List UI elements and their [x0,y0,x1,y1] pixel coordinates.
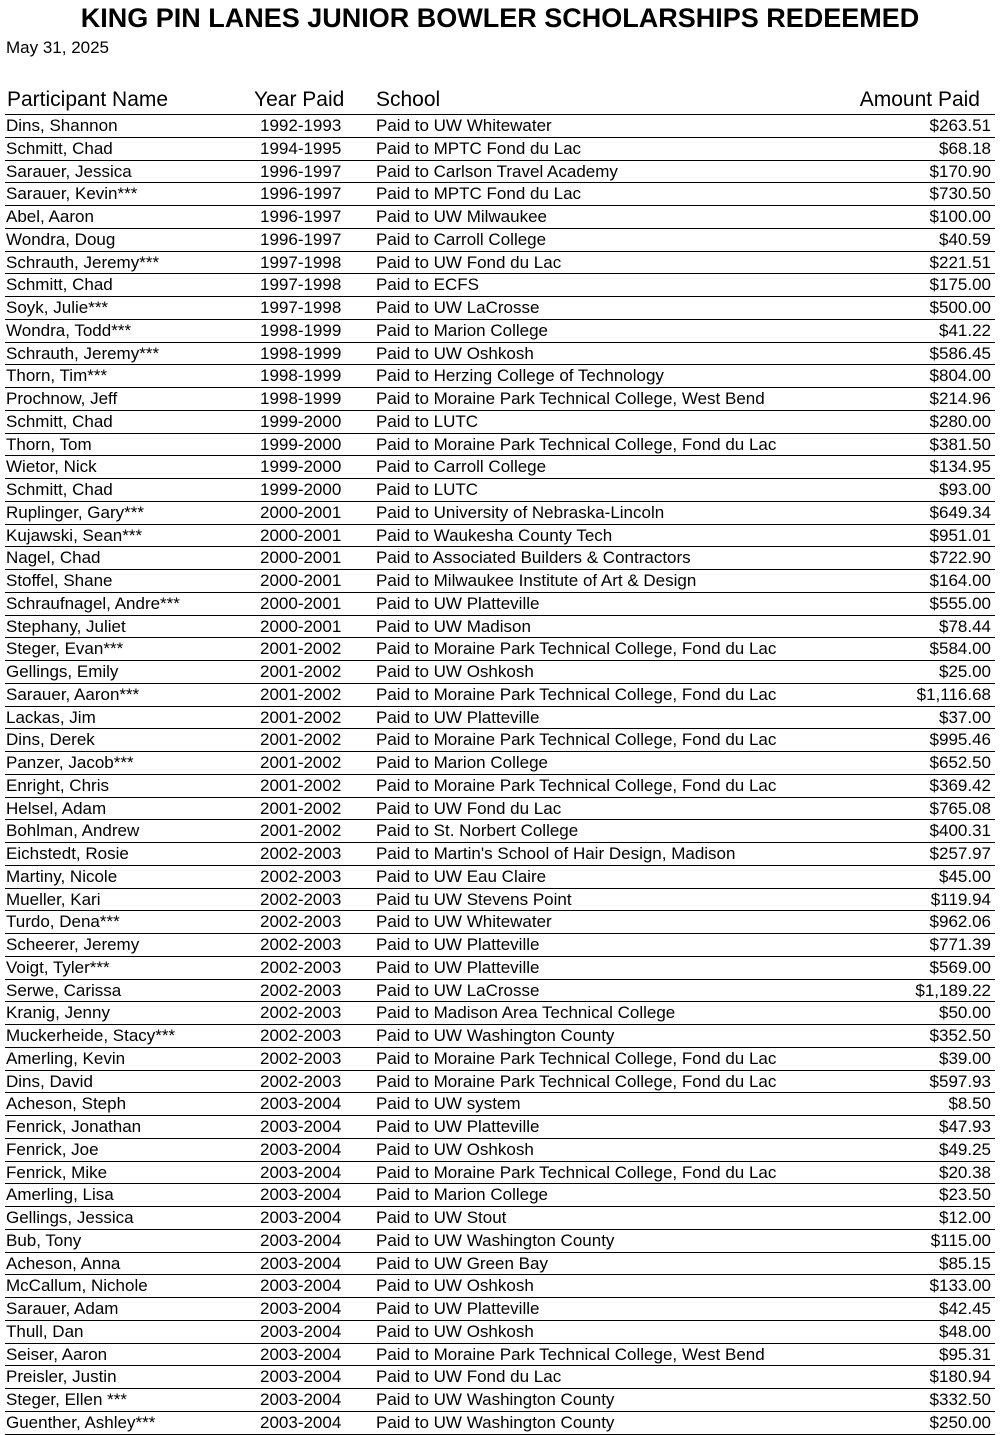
participant-name-cell: Stoffel, Shane [6,571,113,590]
amount-paid-cell: $115.00 [930,1230,991,1250]
year-paid-cell: 1997-1998 [260,252,342,272]
amount-paid-cell: $164.00 [929,571,991,590]
amount-paid-cell: $500.00 [929,298,991,317]
year-paid-cell: 2003-2004 [260,1162,342,1182]
participant-name-cell: Abel, Aaron [6,207,94,226]
table-row [5,775,995,798]
year-paid-cell: 2003-2004 [260,1367,342,1387]
table-row [5,115,995,138]
school-cell: Paid tu UW Stevens Point [376,889,572,909]
page-title: KING PIN LANES JUNIOR BOWLER SCHOLARSHIPS REDEEMED [80,3,920,33]
school-cell: Paid to UW LaCrosse [376,298,540,317]
participant-name-cell: Thorn, Tom [6,434,92,454]
report-date: May 31, 2025 [6,38,110,57]
participant-name-cell: Nagel, Chad [6,548,101,568]
table-row [5,1162,995,1185]
amount-paid-cell: $257.97 [929,844,991,863]
participant-name-cell: Bohlman, Andrew [6,821,140,841]
amount-paid-cell: $40.59 [939,229,991,249]
amount-paid-cell: $41.22 [939,320,991,340]
participant-name-cell: Schmitt, Chad [6,275,113,295]
school-cell: Paid to Waukesha County Tech [376,525,613,545]
participant-name-cell: Wondra, Todd*** [6,320,132,340]
table-row [5,934,995,957]
amount-paid-cell: $804.00 [929,366,991,386]
amount-paid-cell: $995.46 [929,730,991,750]
school-cell: Paid to St. Norbert College [376,821,579,841]
year-paid-cell: 2001-2002 [260,639,342,659]
amount-paid-cell: $332.50 [929,1390,991,1409]
table-row [5,161,995,184]
amount-paid-cell: $180.94 [929,1367,991,1387]
participant-name-cell: Kujawski, Sean*** [6,525,143,545]
scholarship-table-body [0,115,1000,1435]
amount-paid-cell: $23.50 [939,1185,991,1205]
amount-paid-cell: $214.96 [929,389,991,408]
year-paid-cell: 2003-2004 [260,1185,342,1205]
table-row [5,980,995,1003]
year-paid-cell: 2001-2002 [260,798,342,818]
school-cell: Paid to UW Platteville [376,1299,540,1318]
amount-paid-cell: $100.00 [929,207,991,226]
amount-paid-cell: $42.45 [939,1299,991,1318]
school-cell: Paid to Carlson Travel Academy [376,161,618,181]
amount-paid-cell: $250.00 [929,1412,991,1432]
column-header-school: School [376,88,441,111]
school-cell: Paid to UW Washington County [376,1026,615,1045]
participant-name-cell: Voigt, Tyler*** [6,957,110,977]
participant-name-cell: Prochnow, Jeff [6,389,118,408]
school-cell: Paid to Moraine Park Technical College, Fond du Lac [376,684,777,704]
table-row [5,843,995,866]
school-cell: Paid to Martin's School of Hair Design, Madison [376,844,736,863]
participant-name-cell: Sarauer, Jessica [6,161,132,181]
year-paid-cell: 2001-2002 [260,730,342,750]
participant-name-cell: Lackas, Jim [6,707,96,727]
year-paid-cell: 2002-2003 [260,980,342,1000]
participant-name-cell: Dins, David [6,1071,93,1091]
year-paid-cell: 2002-2003 [260,889,342,909]
amount-paid-cell: $68.18 [939,138,991,158]
school-cell: Paid to UW Platteville [376,935,540,954]
amount-paid-cell: $25.00 [939,662,991,681]
participant-name-cell: Sarauer, Kevin*** [6,184,138,204]
amount-paid-cell: $39.00 [939,1048,991,1068]
year-paid-cell: 2002-2003 [260,935,342,954]
school-cell: Paid to MPTC Fond du Lac [376,138,582,158]
table-row [5,252,995,275]
participant-name-cell: Amerling, Kevin [6,1048,126,1068]
amount-paid-cell: $134.95 [929,457,991,477]
table-row [5,1002,995,1025]
table-row [5,1071,995,1094]
participant-name-cell: Enright, Chris [6,775,109,795]
amount-paid-cell: $381.50 [929,434,991,454]
participant-name-cell: Serwe, Carissa [6,980,122,1000]
year-paid-cell: 2003-2004 [260,1299,342,1318]
amount-paid-cell: $93.00 [939,480,991,499]
table-row [5,707,995,730]
table-row [5,638,995,661]
table-row [5,798,995,821]
participant-name-cell: Eichstedt, Rosie [6,844,129,863]
amount-paid-cell: $49.25 [939,1139,991,1159]
participant-name-cell: Mueller, Kari [6,889,101,909]
table-row [5,1184,995,1207]
amount-paid-cell: $584.00 [929,639,991,659]
year-paid-cell: 2003-2004 [260,1344,342,1364]
year-paid-cell: 2000-2001 [260,571,342,590]
year-paid-cell: 2001-2002 [260,662,342,681]
year-paid-cell: 2002-2003 [260,844,342,863]
participant-name-cell: Steger, Ellen *** [6,1390,127,1409]
table-row [5,1344,995,1367]
year-paid-cell: 2002-2003 [260,1003,342,1023]
table-row [5,570,995,593]
school-cell: Paid to Moraine Park Technical College, West Bend [376,389,765,408]
amount-paid-cell: $730.50 [929,184,991,204]
school-cell: Paid to UW Platteville [376,593,540,613]
amount-paid-cell: $45.00 [939,866,991,886]
year-paid-cell: 2000-2001 [260,502,342,522]
school-cell: Paid to UW Green Bay [376,1253,548,1273]
school-cell: Paid to UW Whitewater [376,116,552,135]
amount-paid-cell: $8.50 [948,1094,991,1114]
year-paid-cell: 1999-2000 [260,457,342,477]
year-paid-cell: 2003-2004 [260,1390,342,1409]
school-cell: Paid to UW Fond du Lac [376,252,562,272]
participant-name-cell: Steger, Evan*** [6,639,124,659]
table-row [5,684,995,707]
table-row [5,1139,995,1162]
table-row [5,502,995,525]
year-paid-cell: 2002-2003 [260,1071,342,1091]
school-cell: Paid to Milwaukee Institute of Art & Design [376,571,697,590]
amount-paid-cell: $221.51 [929,252,991,272]
school-cell: Paid to UW Eau Claire [376,866,547,886]
participant-name-cell: Kranig, Jenny [6,1003,110,1023]
school-cell: Paid to UW Oshkosh [376,1276,534,1296]
table-row [5,1412,995,1435]
table-header [0,88,1000,114]
amount-paid-cell: $555.00 [929,593,991,613]
school-cell: Paid to UW Washington County [376,1412,615,1432]
school-cell: Paid to UW Platteville [376,707,540,727]
table-row [5,661,995,684]
year-paid-cell: 1994-1995 [260,138,342,158]
participant-name-cell: Sarauer, Aaron*** [6,684,140,704]
year-paid-cell: 1999-2000 [260,411,342,431]
school-cell: Paid to UW Fond du Lac [376,1367,562,1387]
amount-paid-cell: $652.50 [929,753,991,772]
amount-paid-cell: $133.00 [929,1276,991,1296]
participant-name-cell: Amerling, Lisa [6,1185,114,1205]
participant-name-cell: Sarauer, Adam [6,1299,119,1318]
table-row [5,1025,995,1048]
amount-paid-cell: $771.39 [929,935,991,954]
participant-name-cell: Guenther, Ashley*** [6,1412,156,1432]
school-cell: Paid to UW Oshkosh [376,662,534,681]
school-cell: Paid to UW Madison [376,616,531,636]
school-cell: Paid to University of Nebraska-Lincoln [376,502,665,522]
participant-name-cell: Acheson, Steph [6,1094,127,1114]
amount-paid-cell: $597.93 [929,1071,991,1091]
participant-name-cell: Gellings, Emily [6,662,119,681]
year-paid-cell: 1997-1998 [260,298,342,317]
participant-name-cell: Wietor, Nick [6,457,97,477]
table-row [5,343,995,366]
school-cell: Paid to UW Oshkosh [376,1139,534,1159]
participant-name-cell: Fenrick, Jonathan [6,1117,142,1136]
school-cell: Paid to UW Washington County [376,1390,615,1409]
year-paid-cell: 1999-2000 [260,480,342,499]
participant-name-cell: McCallum, Nichole [6,1276,148,1296]
school-cell: Paid to UW LaCrosse [376,980,540,1000]
year-paid-cell: 1999-2000 [260,434,342,454]
participant-name-cell: Stephany, Juliet [6,616,126,636]
school-cell: Paid to Herzing College of Technology [376,366,664,386]
school-cell: Paid to Marion College [376,1185,548,1205]
participant-name-cell: Ruplinger, Gary*** [6,502,144,522]
table-row [5,1366,995,1389]
year-paid-cell: 1998-1999 [260,366,342,386]
amount-paid-cell: $569.00 [929,957,991,977]
table-row [5,866,995,889]
school-cell: Paid to UW Washington County [376,1230,615,1250]
school-cell: Paid to UW Whitewater [376,912,552,932]
participant-name-cell: Scheerer, Jeremy [6,935,140,954]
table-row [5,1389,995,1412]
table-row [5,911,995,934]
year-paid-cell: 2003-2004 [260,1117,342,1136]
amount-paid-cell: $962.06 [929,912,991,932]
school-cell: Paid to UW Platteville [376,1117,540,1136]
table-row [5,1207,995,1230]
participant-name-cell: Dins, Shannon [6,116,118,135]
school-cell: Paid to Madison Area Technical College [376,1003,676,1023]
amount-paid-cell: $119.94 [930,889,991,909]
year-paid-cell: 2001-2002 [260,753,342,772]
table-row [5,206,995,229]
year-paid-cell: 1998-1999 [260,320,342,340]
year-paid-cell: 2002-2003 [260,957,342,977]
school-cell: Paid to Marion College [376,753,548,772]
school-cell: Paid to UW system [376,1094,521,1114]
participant-name-cell: Muckerheide, Stacy*** [6,1026,176,1045]
school-cell: Paid to UW Fond du Lac [376,798,562,818]
amount-paid-cell: $765.08 [929,798,991,818]
school-cell: Paid to Marion College [376,320,548,340]
table-row [5,1048,995,1071]
table-row [5,957,995,980]
table-row [5,820,995,843]
amount-paid-cell: $649.34 [929,502,991,522]
year-paid-cell: 2001-2002 [260,775,342,795]
participant-name-cell: Schrauth, Jeremy*** [6,343,160,363]
table-row [5,729,995,752]
year-paid-cell: 1992-1993 [260,116,342,135]
table-row [5,525,995,548]
school-cell: Paid to UW Oshkosh [376,343,534,363]
amount-paid-cell: $263.51 [929,116,991,135]
school-cell: Paid to Moraine Park Technical College, Fond du Lac [376,775,777,795]
year-paid-cell: 2003-2004 [260,1412,342,1432]
year-paid-cell: 2003-2004 [260,1230,342,1250]
amount-paid-cell: $1,116.68 [916,684,991,704]
table-row [5,1093,995,1116]
table-row [5,1321,995,1344]
year-paid-cell: 2001-2002 [260,684,342,704]
year-paid-cell: 2002-2003 [260,912,342,932]
year-paid-cell: 1996-1997 [260,161,342,181]
participant-name-cell: Schmitt, Chad [6,480,113,499]
year-paid-cell: 1998-1999 [260,389,342,408]
amount-paid-cell: $12.00 [939,1208,991,1227]
school-cell: Paid to UW Milwaukee [376,207,548,226]
amount-paid-cell: $280.00 [929,411,991,431]
column-header-year-paid: Year Paid [254,88,345,111]
amount-paid-cell: $50.00 [939,1003,991,1023]
amount-paid-cell: $951.01 [929,525,991,545]
amount-paid-cell: $586.45 [929,343,991,363]
amount-paid-cell: $37.00 [939,707,991,727]
participant-name-cell: Dins, Derek [6,730,95,750]
school-cell: Paid to Carroll College [376,457,547,477]
year-paid-cell: 2001-2002 [260,707,342,727]
table-row [5,434,995,457]
year-paid-cell: 1998-1999 [260,343,342,363]
school-cell: Paid to Moraine Park Technical College, Fond du Lac [376,1071,777,1091]
school-cell: Paid to Moraine Park Technical College, Fond du Lac [376,434,777,454]
school-cell: Paid to UW Stout [376,1208,507,1227]
table-row [5,1298,995,1321]
table-row [5,479,995,502]
school-cell: Paid to Moraine Park Technical College, Fond du Lac [376,639,777,659]
school-cell: Paid to Moraine Park Technical College, Fond du Lac [376,1162,777,1182]
year-paid-cell: 2002-2003 [260,1048,342,1068]
school-cell: Paid to UW Platteville [376,957,540,977]
participant-name-cell: Gellings, Jessica [6,1208,134,1227]
table-row [5,320,995,343]
year-paid-cell: 2000-2001 [260,593,342,613]
participant-name-cell: Thorn, Tim*** [6,366,108,386]
table-row [5,388,995,411]
year-paid-cell: 2000-2001 [260,616,342,636]
year-paid-cell: 2002-2003 [260,1026,342,1045]
year-paid-cell: 2000-2001 [260,548,342,568]
participant-name-cell: Schrauth, Jeremy*** [6,252,160,272]
amount-paid-cell: $369.42 [929,775,991,795]
table-row [5,411,995,434]
school-cell: Paid to ECFS [376,275,479,295]
participant-name-cell: Acheson, Anna [6,1253,121,1273]
school-cell: Paid to MPTC Fond du Lac [376,184,582,204]
year-paid-cell: 2003-2004 [260,1253,342,1273]
table-row [5,183,995,206]
participant-name-cell: Panzer, Jacob*** [6,753,134,772]
participant-name-cell: Bub, Tony [6,1230,82,1250]
amount-paid-cell: $175.00 [929,275,991,295]
year-paid-cell: 2000-2001 [260,525,342,545]
year-paid-cell: 1996-1997 [260,229,342,249]
year-paid-cell: 2003-2004 [260,1139,342,1159]
school-cell: Paid to Carroll College [376,229,547,249]
amount-paid-cell: $1,189.22 [915,980,991,1000]
participant-name-cell: Helsel, Adam [6,798,107,818]
table-row [5,274,995,297]
participant-name-cell: Turdo, Dena*** [6,912,120,932]
amount-paid-cell: $20.38 [939,1162,991,1182]
column-header-participant-name: Participant Name [7,88,169,111]
participant-name-cell: Fenrick, Mike [6,1162,108,1182]
table-row [5,616,995,639]
participant-name-cell: Wondra, Doug [6,229,116,249]
school-cell: Paid to LUTC [376,411,479,431]
table-row [5,593,995,616]
year-paid-cell: 1996-1997 [260,207,342,226]
year-paid-cell: 1996-1997 [260,184,342,204]
table-row [5,297,995,320]
participant-name-cell: Martiny, Nicole [6,866,118,886]
participant-name-cell: Schmitt, Chad [6,138,113,158]
participant-name-cell: Soyk, Julie*** [6,298,109,317]
table-row [5,456,995,479]
participant-name-cell: Schmitt, Chad [6,411,113,431]
table-row [5,752,995,775]
table-row [5,138,995,161]
table-row [5,1116,995,1139]
school-cell: Paid to Associated Builders & Contractors [376,548,691,568]
participant-name-cell: Schraufnagel, Andre*** [6,593,180,613]
school-cell: Paid to Moraine Park Technical College, West Bend [376,1344,765,1364]
amount-paid-cell: $47.93 [939,1117,991,1136]
table-row [5,1230,995,1253]
amount-paid-cell: $400.31 [929,821,991,841]
year-paid-cell: 2002-2003 [260,866,342,886]
year-paid-cell: 2001-2002 [260,821,342,841]
amount-paid-cell: $78.44 [939,616,991,636]
amount-paid-cell: $722.90 [929,548,991,568]
participant-name-cell: Fenrick, Joe [6,1139,99,1159]
year-paid-cell: 2003-2004 [260,1321,342,1341]
participant-name-cell: Thull, Dan [6,1321,84,1341]
school-cell: Paid to LUTC [376,480,479,499]
amount-paid-cell: $48.00 [939,1321,991,1341]
table-row [5,229,995,252]
year-paid-cell: 2003-2004 [260,1276,342,1296]
amount-paid-cell: $95.31 [939,1344,991,1364]
table-row [5,889,995,912]
participant-name-cell: Seiser, Aaron [6,1344,108,1364]
year-paid-cell: 2003-2004 [260,1208,342,1227]
school-cell: Paid to Moraine Park Technical College, Fond du Lac [376,730,777,750]
amount-paid-cell: $352.50 [929,1026,991,1045]
amount-paid-cell: $85.15 [939,1253,991,1273]
table-row [5,365,995,388]
year-paid-cell: 2003-2004 [260,1094,342,1114]
table-row [5,1253,995,1276]
participant-name-cell: Preisler, Justin [6,1367,117,1387]
table-row [5,547,995,570]
school-cell: Paid to Moraine Park Technical College, Fond du Lac [376,1048,777,1068]
school-cell: Paid to UW Oshkosh [376,1321,534,1341]
year-paid-cell: 1997-1998 [260,275,342,295]
amount-paid-cell: $170.90 [929,161,991,181]
table-row [5,1275,995,1298]
column-header-amount-paid: Amount Paid [859,88,980,111]
